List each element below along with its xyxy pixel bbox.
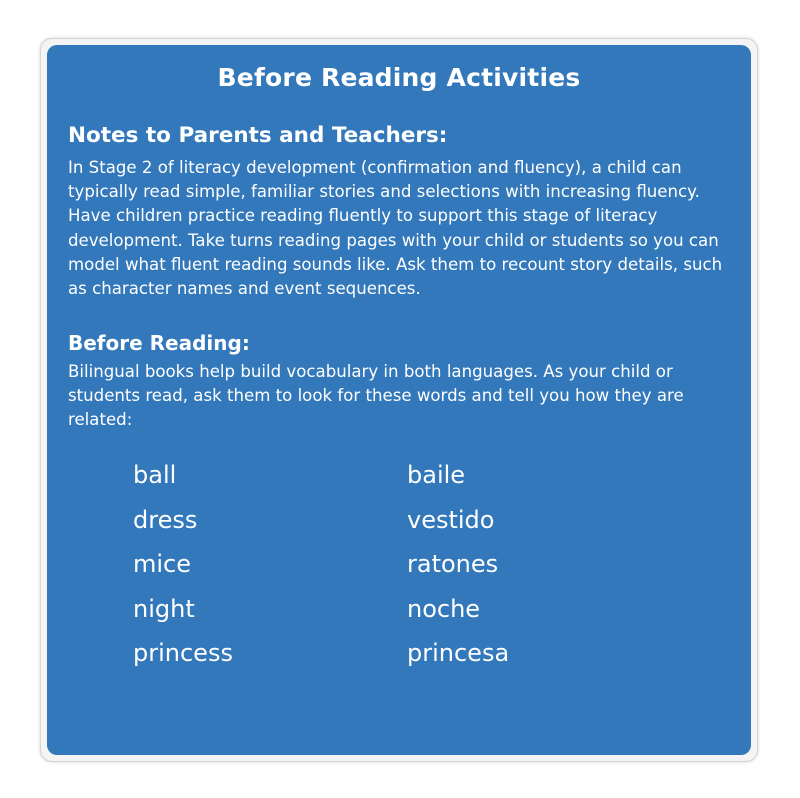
vocabulary-row <box>133 587 693 632</box>
english-word: ball <box>133 461 177 489</box>
notes-line: model what fluent reading sounds like. Ask them to recount story details, such <box>68 254 723 274</box>
english-word: princess <box>133 639 233 667</box>
notes-line: Have children practice reading fluently to support this stage of literacy <box>68 206 658 226</box>
spanish-word: baile <box>407 461 466 489</box>
before-reading-line: Bilingual books help build vocabulary in both languages. As your child or <box>68 362 673 381</box>
spanish-word: ratones <box>407 550 499 578</box>
vocabulary-list <box>133 453 693 676</box>
before-reading-line: students read, ask them to look for these words and tell you how they are <box>68 386 684 406</box>
vocabulary-row <box>133 498 693 543</box>
vocabulary-row <box>133 453 693 498</box>
before-reading-heading: Before Reading: <box>68 331 250 355</box>
spanish-word: noche <box>407 594 481 623</box>
before-reading-paragraph <box>68 360 740 433</box>
notes-line: In Stage 2 of literacy development (confirmation and fluency), a child can <box>68 158 682 177</box>
spanish-word: vestido <box>407 505 495 534</box>
before-reading-line: related: <box>68 410 133 430</box>
notes-line: typically read simple, familiar stories and selections with increasing fluency. <box>68 182 700 202</box>
english-word: mice <box>133 550 192 578</box>
notes-line: as character names and event sequences. <box>68 279 421 299</box>
activities-panel <box>47 45 751 755</box>
vocabulary-row <box>133 631 693 676</box>
english-word: dress <box>133 505 198 534</box>
page-title: Before Reading Activities <box>217 63 581 92</box>
english-word: night <box>133 594 195 623</box>
vocabulary-row <box>133 542 693 587</box>
notes-heading: Notes to Parents and Teachers: <box>68 123 448 148</box>
notes-line: development. Take turns reading pages with your child or students so you can <box>68 230 719 250</box>
notes-paragraph <box>68 156 740 301</box>
spanish-word: princesa <box>407 639 510 667</box>
